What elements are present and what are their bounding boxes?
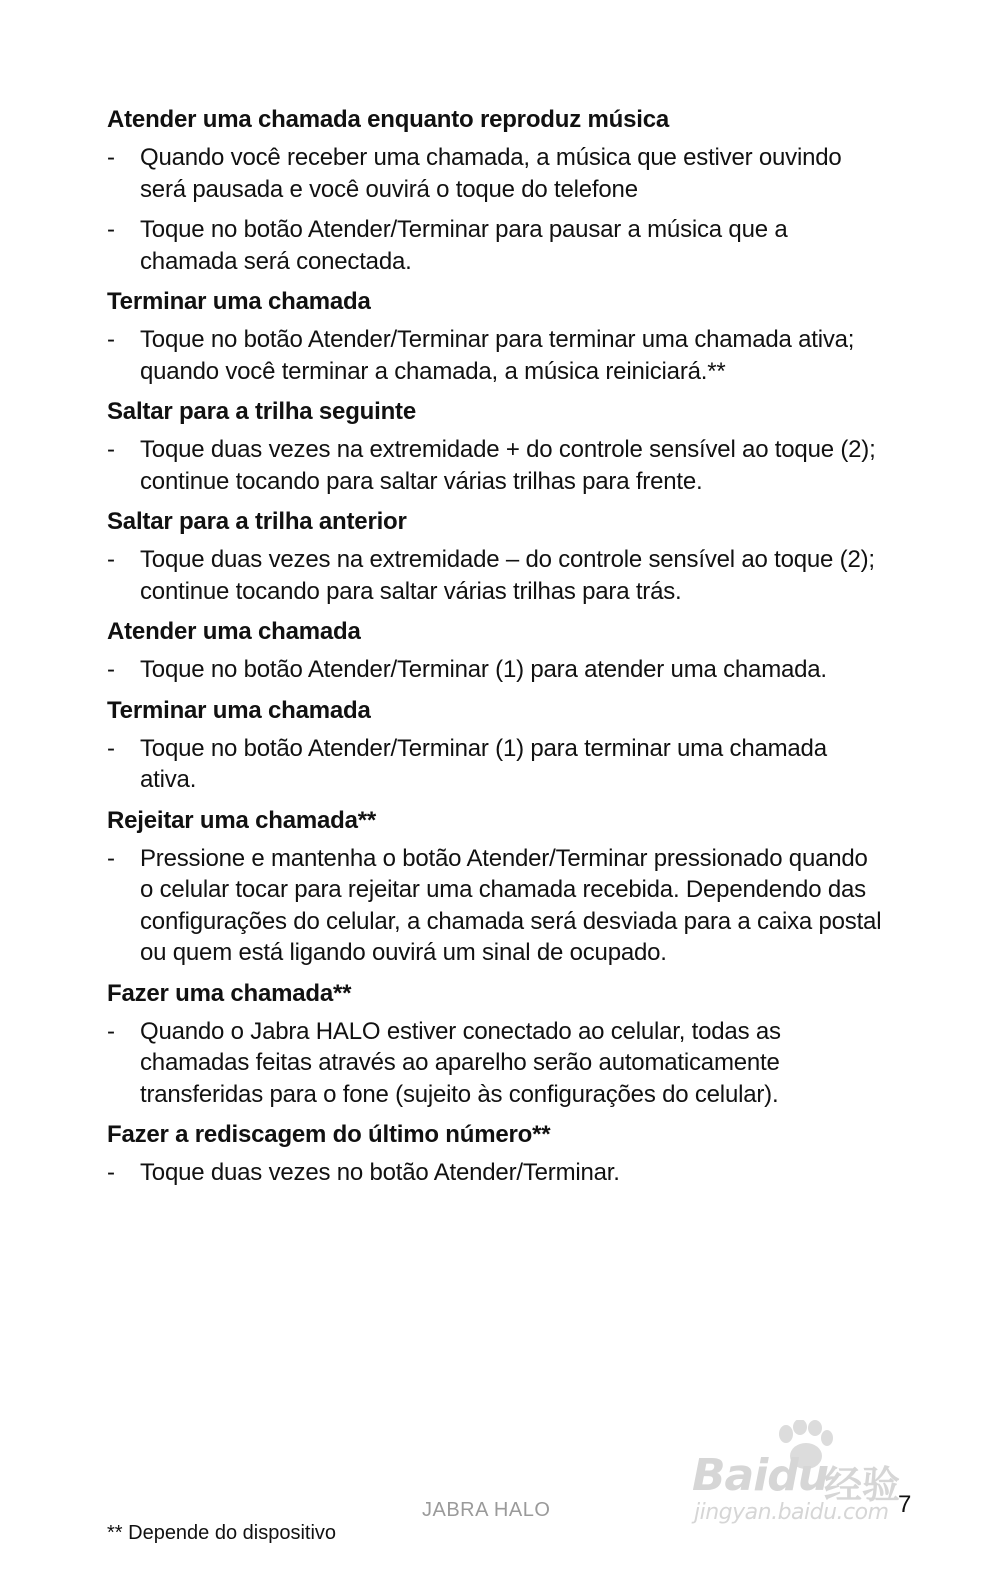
list-item [107, 733, 887, 796]
bullet-dash: - [107, 546, 115, 573]
section-title: Rejeitar uma chamada** [107, 806, 377, 834]
section-previous-track [107, 506, 887, 607]
section-title: Saltar para a trilha anterior [107, 508, 407, 535]
item-text: Toque no botão Atender/Terminar (1) para terminar uma chamada ativa. [140, 734, 827, 793]
bullet-dash: - [107, 844, 115, 872]
list-item [107, 1016, 887, 1111]
section-title: Terminar uma chamada [107, 288, 371, 315]
list-item [107, 654, 887, 686]
watermark-brand-cn: 经验 [824, 1463, 901, 1507]
list-item [107, 142, 887, 205]
item-text: Quando o Jabra HALO estiver conectado ao celular, todas as chamadas feitas através ao aparelho serão automaticamente transferidas para o fone (sujeito às configurações do celular). [140, 1017, 781, 1108]
section-end-call [107, 695, 887, 796]
item-text: Toque duas vezes no botão Atender/Terminar. [140, 1159, 620, 1186]
section-title: Fazer uma chamada** [107, 979, 352, 1007]
section-title: Terminar uma chamada [107, 696, 371, 724]
item-text: Toque no botão Atender/Terminar (1) para atender uma chamada. [140, 656, 827, 683]
section-title: Atender uma chamada enquanto reproduz música [107, 106, 669, 133]
section-title: Fazer a rediscagem do último número** [107, 1121, 551, 1148]
section-make-call [107, 978, 887, 1111]
list-item [107, 434, 887, 497]
item-text: Pressione e mantenha o botão Atender/Terminar pressionado quando o celular tocar para rejeitar uma chamada recebida. Dependendo das configurações do celular, a chamada será desviada para a caixa postal ou quem está ligando ouvirá um sinal de ocupado. [140, 844, 882, 966]
footnote: ** Depende do dispositivo [107, 1522, 337, 1544]
page-number: 7 [898, 1491, 912, 1518]
bullet-dash: - [107, 734, 115, 762]
section-next-track [107, 396, 887, 497]
section-reject-call [107, 805, 887, 969]
item-text: Toque no botão Atender/Terminar para terminar uma chamada ativa; quando você terminar a chamada, a música reiniciará.** [140, 326, 855, 385]
section-answer-during-music [107, 104, 887, 277]
item-text: Quando você receber uma chamada, a música que estiver ouvindo será pausada e você ouvirá o toque do telefone [140, 144, 842, 203]
item-text: Toque duas vezes na extremidade + do controle sensível ao toque (2); continue tocando para saltar várias trilhas para frente. [140, 436, 876, 495]
manual-content [107, 104, 887, 1198]
list-item [107, 214, 887, 277]
section-answer-call [107, 616, 887, 686]
watermark-brand: Baidu [692, 1450, 829, 1501]
bullet-dash: - [107, 1017, 115, 1045]
bullet-dash: - [107, 1159, 115, 1186]
section-title: Saltar para a trilha seguinte [107, 398, 416, 425]
list-item [107, 843, 887, 969]
list-item [107, 1157, 887, 1189]
bullet-dash: - [107, 144, 115, 171]
bullet-dash: - [107, 216, 115, 243]
baidu-watermark [692, 1420, 922, 1540]
list-item [107, 324, 887, 387]
watermark-url: jingyan.baidu.com [694, 1500, 889, 1525]
section-title: Atender uma chamada [107, 618, 361, 645]
bullet-dash: - [107, 326, 115, 353]
footer-product-name: JABRA HALO [422, 1499, 551, 1521]
bullet-dash: - [107, 436, 115, 463]
section-redial [107, 1119, 887, 1189]
bullet-dash: - [107, 656, 115, 683]
item-text: Toque duas vezes na extremidade – do controle sensível ao toque (2); continue tocando para saltar várias trilhas para trás. [140, 546, 875, 605]
list-item [107, 544, 887, 607]
section-end-call-music [107, 286, 887, 387]
item-text: Toque no botão Atender/Terminar para pausar a música que a chamada será conectada. [140, 216, 788, 275]
